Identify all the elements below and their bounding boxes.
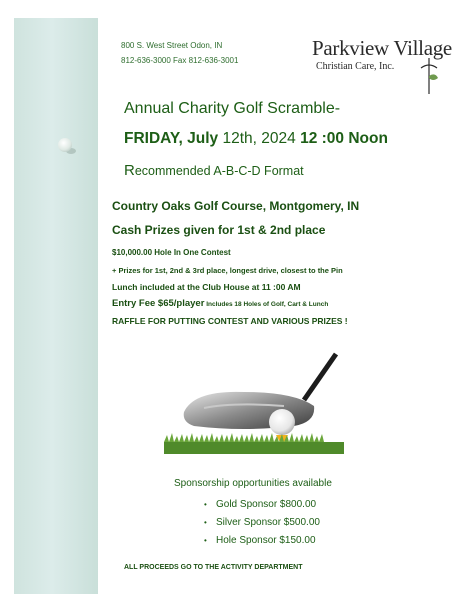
event-format <box>124 162 304 179</box>
phone-line: 812-636-3000 Fax 812-636-3001 <box>121 56 239 65</box>
hole-in-one-contest: $10,000.00 Hole In One Contest <box>112 248 231 257</box>
bullet: • <box>204 518 207 527</box>
event-date-number: 12th, 2024 <box>222 130 296 147</box>
sponsor-label: Silver Sponsor $500.00 <box>216 517 320 528</box>
sponsor-item-silver <box>204 514 320 532</box>
bullet: • <box>204 500 207 509</box>
address-line: 800 S. West Street Odon, IN <box>121 41 223 50</box>
logo-name: Parkview Village <box>312 36 452 60</box>
course-location: Country Oaks Golf Course, Montgomery, IN <box>112 199 360 213</box>
sponsor-item-gold <box>204 496 320 514</box>
extra-prizes: + Prizes for 1st, 2nd & 3rd place, longest drive, closest to the Pin <box>112 266 343 275</box>
lunch-info: Lunch included at the Club House at 11 :00 AM <box>112 282 301 292</box>
event-format-initial: R <box>124 162 135 179</box>
golf-club-ball-illustration <box>164 350 344 460</box>
event-date <box>124 130 388 148</box>
bullet: • <box>204 536 207 545</box>
entry-fee <box>112 298 328 309</box>
cross-leaf-icon <box>418 56 440 96</box>
entry-fee-note: Includes 18 Holes of Golf, Cart & Lunch <box>204 301 329 308</box>
sponsor-label: Hole Sponsor $150.00 <box>216 535 316 546</box>
cash-prizes: Cash Prizes given for 1st & 2nd place <box>112 223 326 237</box>
sponsor-label: Gold Sponsor $800.00 <box>216 499 317 510</box>
sponsorship-heading: Sponsorship opportunities available <box>174 478 332 489</box>
raffle-info: RAFFLE FOR PUTTING CONTEST AND VARIOUS PRIZES ! <box>112 316 348 326</box>
event-time: 12 :00 Noon <box>295 130 388 147</box>
parkview-logo <box>312 36 452 72</box>
sponsor-item-hole <box>204 532 320 550</box>
contact-info <box>121 38 238 68</box>
entry-fee-amount: Entry Fee $65/player <box>112 298 205 309</box>
decorative-side-strip <box>14 18 98 594</box>
logo-subtitle: Christian Care, Inc. <box>316 61 395 72</box>
event-title: Annual Charity Golf Scramble- <box>124 100 341 117</box>
golf-ball-icon <box>58 138 72 152</box>
event-format-text: ecommended A-B-C-D Format <box>134 164 304 178</box>
event-date-day: FRIDAY, July <box>124 130 223 147</box>
proceeds-footer: ALL PROCEEDS GO TO THE ACTIVITY DEPARTMENT <box>124 564 303 571</box>
sponsorship-list <box>204 496 320 550</box>
